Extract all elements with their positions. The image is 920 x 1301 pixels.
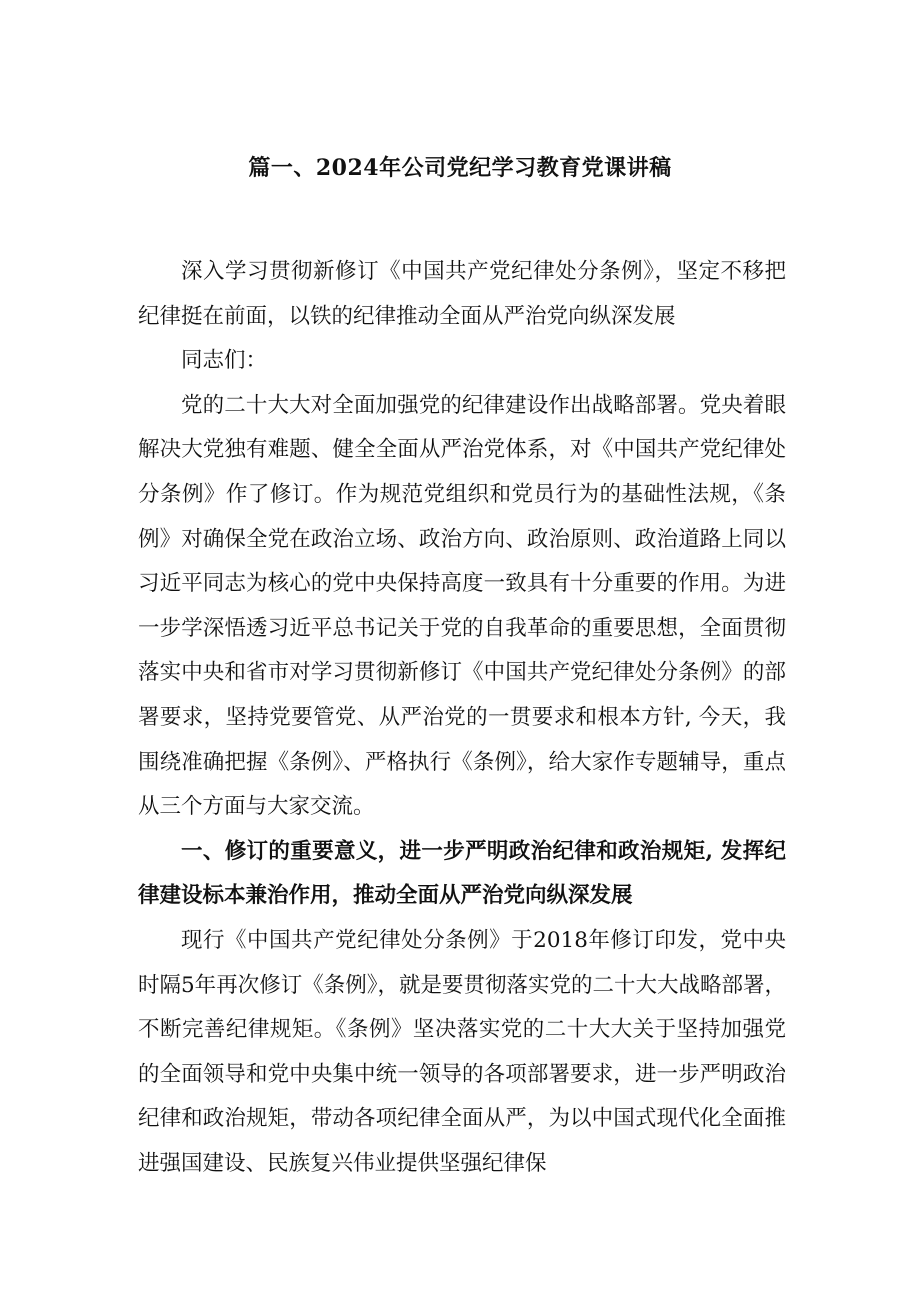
document-title: 篇一、2024年公司党纪学习教育党课讲稿 [248, 155, 672, 181]
body-paragraph: 现行《中国共产党纪律处分条例》于2018年修订印发，党中央时隔5年再次修订《条例》，就是要贯彻落实党的二十大大战略部署，不断完善纪律规矩。《条例》坚决落实党的二十大大关于坚持加强党的全面领导和党中央集中统一领导的各项部署要求，进一步严明政治纪律和政治规矩，带动各项纪律全面从严，为以中国式现代化全面推进强国建设、民族复兴伟业提供坚强纪律保 [138, 927, 786, 1176]
intro-paragraph: 深入学习贯彻新修订《中国共产党纪律处分条例》，坚定不移把纪律挺在前面，以铁的纪律推动全面从严治党向纵深发展 [138, 259, 786, 329]
body-paragraph: 党的二十大大对全面加强党的纪律建设作出战略部署。党央着眼解决大党独有难题、健全全面从严治党体系，对《中国共产党纪律处分条例》作了修订。作为规范党组织和党员行为的基础性法规，《条例》对确保全党在政治立场、政治方向、政治原则、政治道路上同以习近平同志为核心的党中央保持高度一致具有十分重要的作用。为进一步学深悟透习近平总书记关于党的自我革命的重要思想，全面贯彻落实中央和省市对学习贯彻新修订《中国共产党纪律处分条例》的部署要求，坚持党要管党、从严治党的一贯要求和根本方针, 今天，我围绕准确把握《条例》、严格执行《条例》，给大家作专题辅导，重点从三个方面与大家交流。 [138, 392, 786, 820]
section-heading: 一、修订的重要意义，进一步严明政治纪律和政治规矩, 发挥纪律建设标本兼治作用，推动全面从严治党向纵深发展 [138, 838, 786, 909]
document-body [138, 250, 786, 1186]
salutation-paragraph: 同志们： [181, 348, 268, 374]
